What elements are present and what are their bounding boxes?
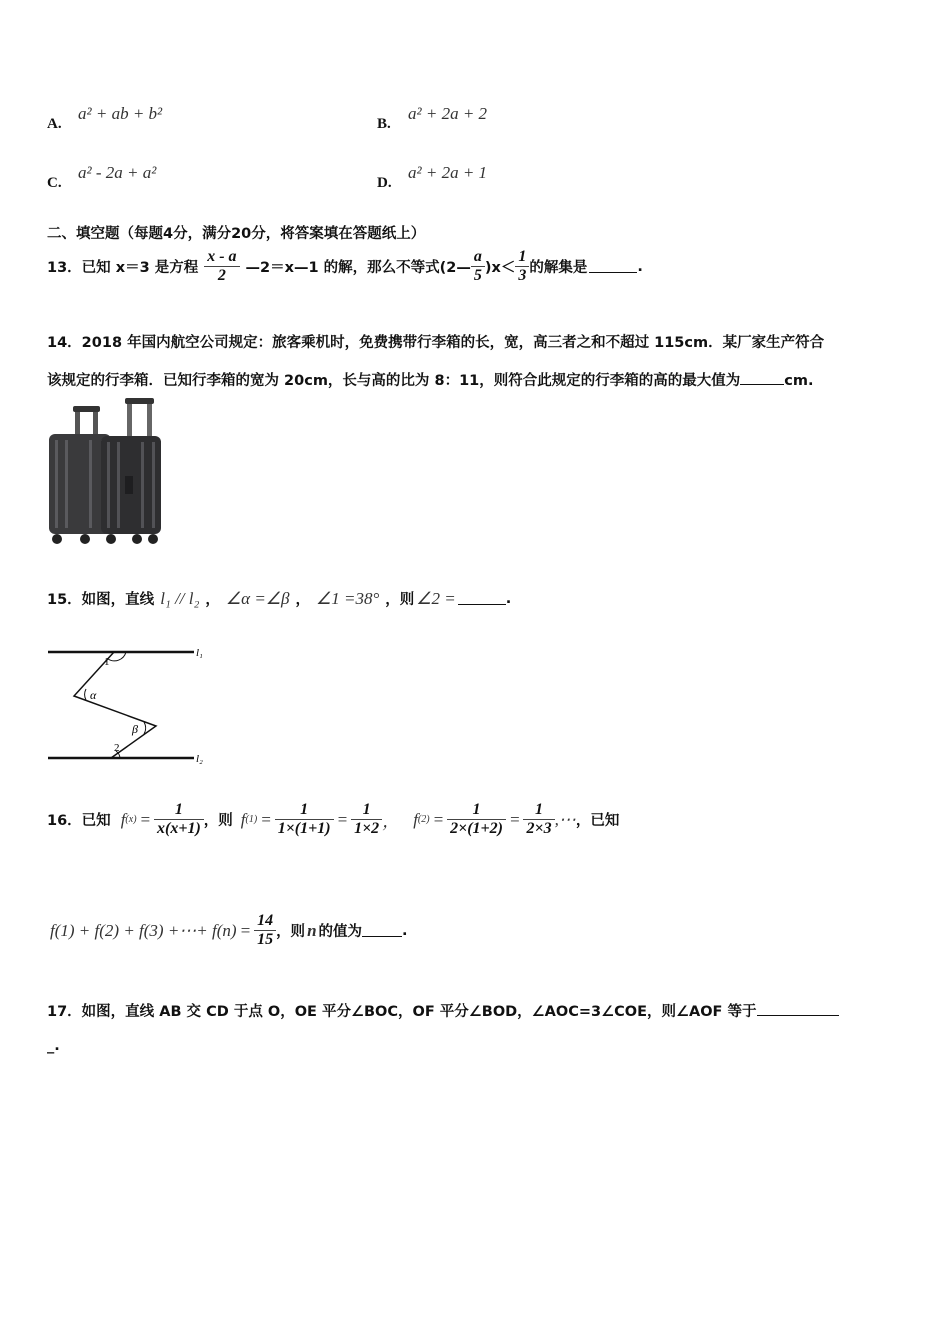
q16-eq: = [139, 809, 152, 829]
q16-fx: f [120, 809, 126, 829]
q14-line1: 14．2018 年国内航空公司规定：旅客乘机时，免费携带行李箱的长，宽，高三者之和不超过 115cm．某厂家生产符合 [47, 335, 825, 351]
q15-angle1: ∠1 =38° [316, 588, 380, 608]
option-d-expr: a² + 2a + 1 [408, 163, 488, 182]
q13-suffix: 的解集是 [529, 260, 588, 276]
q17-tail: _. [47, 1038, 60, 1054]
q16-f1-sub: (1) [245, 814, 258, 825]
answer-blank[interactable] [458, 592, 506, 605]
q16-frac-f2b: $\frac{1}{2\times 3}$ [523, 801, 554, 838]
question-17 [47, 1000, 839, 1021]
l1-label: l₁ [196, 647, 203, 659]
luggage-image [45, 396, 165, 548]
q16-frac-f1a: $\frac{1}{1\times(1+1)}$ [275, 801, 334, 838]
q15-parallel: l₁ // l₂ [160, 588, 200, 608]
angle-beta-label: β [132, 722, 138, 736]
question-16 [47, 801, 619, 838]
q16-ask-pre: ，则 [276, 924, 306, 940]
q13-end: . [637, 258, 643, 275]
section-heading: 二、填空题（每题4分，满分20分，将答案填在答题纸上） [47, 226, 426, 242]
option-b-expr: a² + 2a + 2 [408, 104, 488, 123]
q15-prefix: 15．如图，直线 [47, 592, 155, 608]
q16-eq: = [432, 809, 445, 829]
q16-f2: f [413, 809, 418, 829]
q16-sum: f(1) + f(2) + f(3) +⋯+ f(n) [50, 920, 237, 940]
q16-frac-f1b: $\frac{1}{1\times 2}$ [351, 801, 382, 838]
q13-prefix: 13．已知 x＝3 是方程 [47, 260, 199, 276]
q14-line2-text: 该规定的行李箱．已知行李箱的宽为 20cm，长与高的比为 8：11，则符合此规定的行李箱的高的最大值为 [47, 373, 741, 389]
q16-eq: = [336, 809, 349, 829]
q16-then: ，则 [203, 813, 233, 829]
q13-frac-13: $\frac{1}{3}$ [515, 248, 529, 285]
question-13 [47, 248, 643, 285]
angle-1-label: 1 [104, 656, 110, 668]
q16-frac-fx: $\frac{1}{x(x+1)}$ [154, 801, 204, 838]
q15-comma: ， [295, 592, 310, 608]
answer-blank[interactable] [757, 1003, 839, 1016]
option-b-label: B. [377, 116, 391, 132]
q17-text: 17．如图，直线 AB 交 CD 于点 O，OE 平分∠BOC，OF 平分∠BOD，∠AOC=3∠COE，则∠AOF 等于 [47, 1004, 757, 1020]
q16-frac-f2a: $\frac{1}{2\times(1+2)}$ [447, 801, 506, 838]
q15-angles-eq: ∠α =∠β [225, 588, 290, 608]
question-16-line2 [50, 912, 408, 949]
l2-label: l₂ [196, 753, 203, 765]
q16-known: ，已知 [575, 813, 620, 829]
q15-comma: ， [205, 592, 220, 608]
q16-end: . [402, 922, 408, 939]
q13-frac-xa: $\frac{x - a}{2}$ [204, 248, 239, 285]
q16-eq: = [508, 809, 521, 829]
option-a-expr: a² + ab + b² [78, 104, 163, 123]
q16-f2-sub: (2) [417, 814, 430, 825]
q13-middle: —2＝x—1 的解，那么不等式(2— [245, 260, 471, 276]
option-a-label: A. [47, 116, 62, 132]
q16-frac-sum: $\frac{14}{15}$ [254, 912, 276, 949]
q15-end: . [505, 590, 512, 607]
q16-f1: f [240, 809, 246, 829]
q13-frac-a5: $\frac{a}{5}$ [471, 248, 485, 285]
question-15 [47, 588, 511, 609]
answer-blank[interactable] [589, 260, 637, 273]
option-c-label: C. [47, 175, 62, 191]
angle-alpha-label: α [90, 688, 97, 702]
option-d-label: D. [377, 175, 392, 191]
answer-blank[interactable] [362, 924, 402, 937]
answer-blank[interactable] [740, 372, 784, 385]
q16-eq: = [260, 809, 272, 829]
q16-n: n [307, 920, 317, 940]
option-c-expr: a² - 2a + a² [78, 163, 157, 182]
question-14-line2 [47, 369, 813, 390]
q16-ask-post: 的值为 [318, 924, 363, 940]
q15-angle2: ∠2 = [416, 588, 456, 608]
angle-2-label: 2 [114, 742, 120, 754]
q16-fx-sub: (x) [125, 814, 137, 825]
q15-then: ，则 [385, 592, 415, 608]
q16-eq: = [239, 920, 252, 940]
q16-comma: ， [382, 812, 400, 831]
parallel-lines-figure [46, 640, 211, 770]
q13-lt: )x＜ [484, 260, 516, 276]
q14-unit: cm. [784, 373, 814, 389]
q16-prefix: 16．已知 [47, 813, 111, 829]
q16-dots: ,⋯ [554, 809, 576, 829]
